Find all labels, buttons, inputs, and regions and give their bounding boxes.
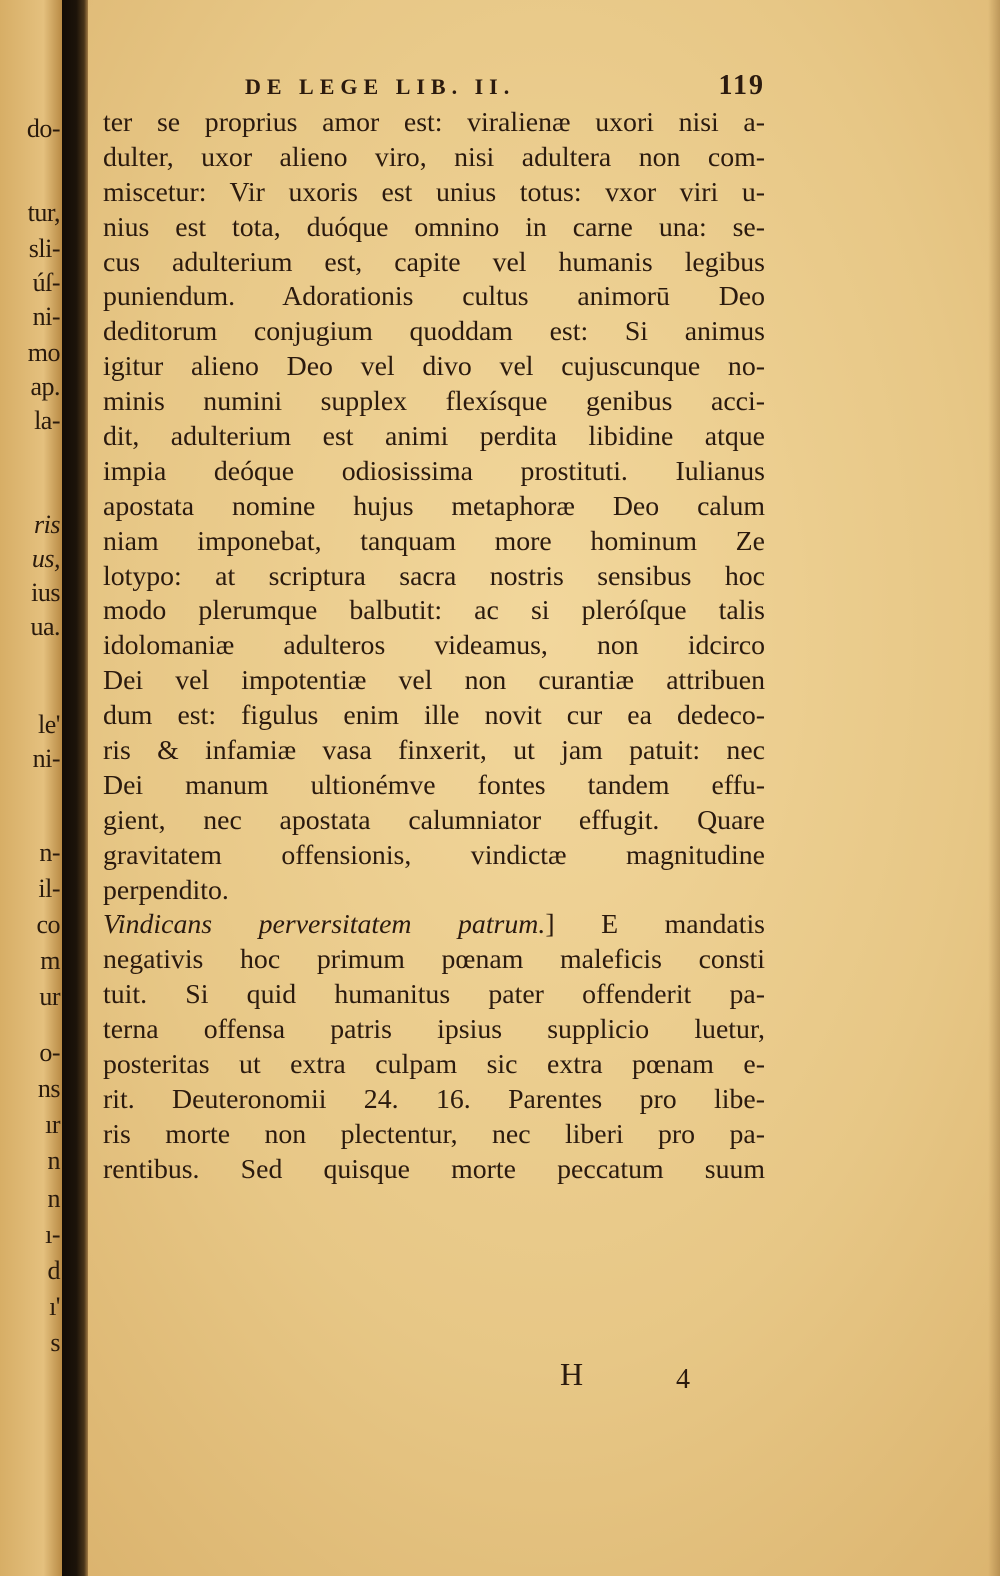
text-line: ris morte non plectentur, nec liberi pro pa- — [103, 1118, 765, 1150]
text-line: igitur alieno Deo vel divo vel cujuscunque no- — [103, 351, 765, 383]
margin-fragment: d — [47, 1256, 60, 1285]
text-line: tuit. Si quid humanitus pater offenderit pa- — [103, 979, 765, 1011]
text-line: ter se proprius amor est: viralienæ uxori nisi a- — [103, 107, 765, 138]
facing-page-edge — [0, 0, 62, 1576]
text-line: perpendito. — [103, 874, 229, 906]
margin-fragment: ı- — [45, 1220, 60, 1249]
margin-fragment: ur — [39, 982, 60, 1011]
margin-fragment: us, — [31, 544, 60, 573]
text-line: impia deóque odiosissima prostituti. Iulianus — [103, 455, 765, 487]
text-line: dulter, uxor alieno viro, nisi adultera non com- — [103, 141, 765, 173]
margin-fragment: do- — [26, 114, 60, 143]
page-header — [245, 70, 765, 106]
margin-fragment: ris — [34, 510, 60, 539]
body-text — [103, 106, 765, 1188]
page-edge-shadow — [988, 0, 1000, 1576]
lemma-continuation: ] E mandatis — [545, 909, 765, 941]
text-line: dum est: figulus enim ille novit cur ea dedeco- — [103, 700, 765, 732]
text-line: negativis hoc primum pœnam maleficis consti — [103, 944, 765, 976]
running-title: DE LEGE LIB. II. — [245, 74, 516, 99]
text-line: puniendum. Adorationis cultus animorū Deo — [103, 281, 765, 313]
italic-lemma: Vindicans perversitatem patrum. — [103, 909, 546, 941]
text-line: modo plerumque balbutit: ac si pleróſque talis — [103, 595, 765, 627]
text-line: Dei manum ultionémve fontes tandem effu- — [103, 769, 765, 801]
margin-fragment: mo — [27, 338, 60, 367]
text-line: gient, nec apostata calumniator effugit. Quare — [103, 804, 765, 836]
margin-fragment: úſ- — [32, 268, 60, 297]
text-line: niam imponebat, tanquam more hominum Ze — [103, 525, 765, 557]
signature-number: 4 — [676, 1364, 690, 1395]
page-number: 119 — [718, 70, 765, 101]
text-line: rit. Deuteronomii 24. 16. Parentes pro libe- — [103, 1083, 765, 1115]
text-line: terna offensa patris ipsius supplicio luetur, — [103, 1014, 765, 1046]
margin-fragment: n — [47, 1184, 60, 1213]
book-gutter — [62, 0, 88, 1576]
margin-fragment: s — [50, 1328, 60, 1357]
margin-fragment: ı' — [49, 1292, 60, 1321]
margin-fragment: o- — [39, 1038, 60, 1067]
margin-fragment: m — [40, 946, 60, 975]
margin-fragment: ns — [37, 1074, 60, 1103]
margin-fragment: sli- — [28, 234, 60, 263]
margin-fragment: tur, — [27, 198, 60, 227]
text-line: miscetur: Vir uxoris est unius totus: vxor viri u- — [103, 176, 765, 208]
text-line: cus adulterium est, capite vel humanis legibus — [103, 246, 765, 278]
margin-fragment: n- — [39, 838, 60, 867]
text-line: idolomaniæ adulteros videamus, non idcirco — [103, 630, 765, 662]
lemma-line — [103, 908, 765, 943]
signature-mark: H — [560, 1356, 584, 1392]
text-line: rentibus. Sed quisque morte peccatum suum — [103, 1153, 765, 1185]
margin-fragment: ua. — [30, 612, 60, 641]
margin-fragment: il- — [38, 874, 60, 903]
text-line: posteritas ut extra culpam sic extra pœnam e- — [103, 1049, 765, 1081]
text-line: dit, adulterium est animi perdita libidine atque — [103, 421, 765, 453]
text-line: ris & infamiæ vasa finxerit, ut jam patuit: nec — [103, 735, 765, 767]
margin-fragment: la- — [34, 406, 60, 435]
text-line: Dei vel impotentiæ vel non curantiæ attribuen — [103, 665, 765, 697]
text-line: deditorum conjugium quoddam est: Si animus — [103, 316, 765, 348]
text-line: gravitatem offensionis, vindictæ magnitudine — [103, 839, 765, 871]
text-line: lotypo: at scriptura sacra nostris sensibus hoc — [103, 560, 765, 592]
text-line: nius est tota, duóque omnino in carne una: se- — [103, 211, 765, 243]
margin-fragment: co — [36, 910, 60, 939]
text-line: apostata nomine hujus metaphoræ Deo calum — [103, 490, 765, 522]
text-line: minis numini supplex flexísque genibus acci- — [103, 386, 765, 418]
margin-fragment: ap. — [30, 372, 60, 401]
margin-fragment: n — [47, 1146, 60, 1175]
margin-fragment: ni- — [32, 302, 60, 331]
margin-fragment: ır — [45, 1110, 60, 1139]
margin-fragment: le' — [38, 710, 60, 739]
margin-fragment: ius — [31, 578, 60, 607]
margin-fragment: ni- — [32, 744, 60, 773]
